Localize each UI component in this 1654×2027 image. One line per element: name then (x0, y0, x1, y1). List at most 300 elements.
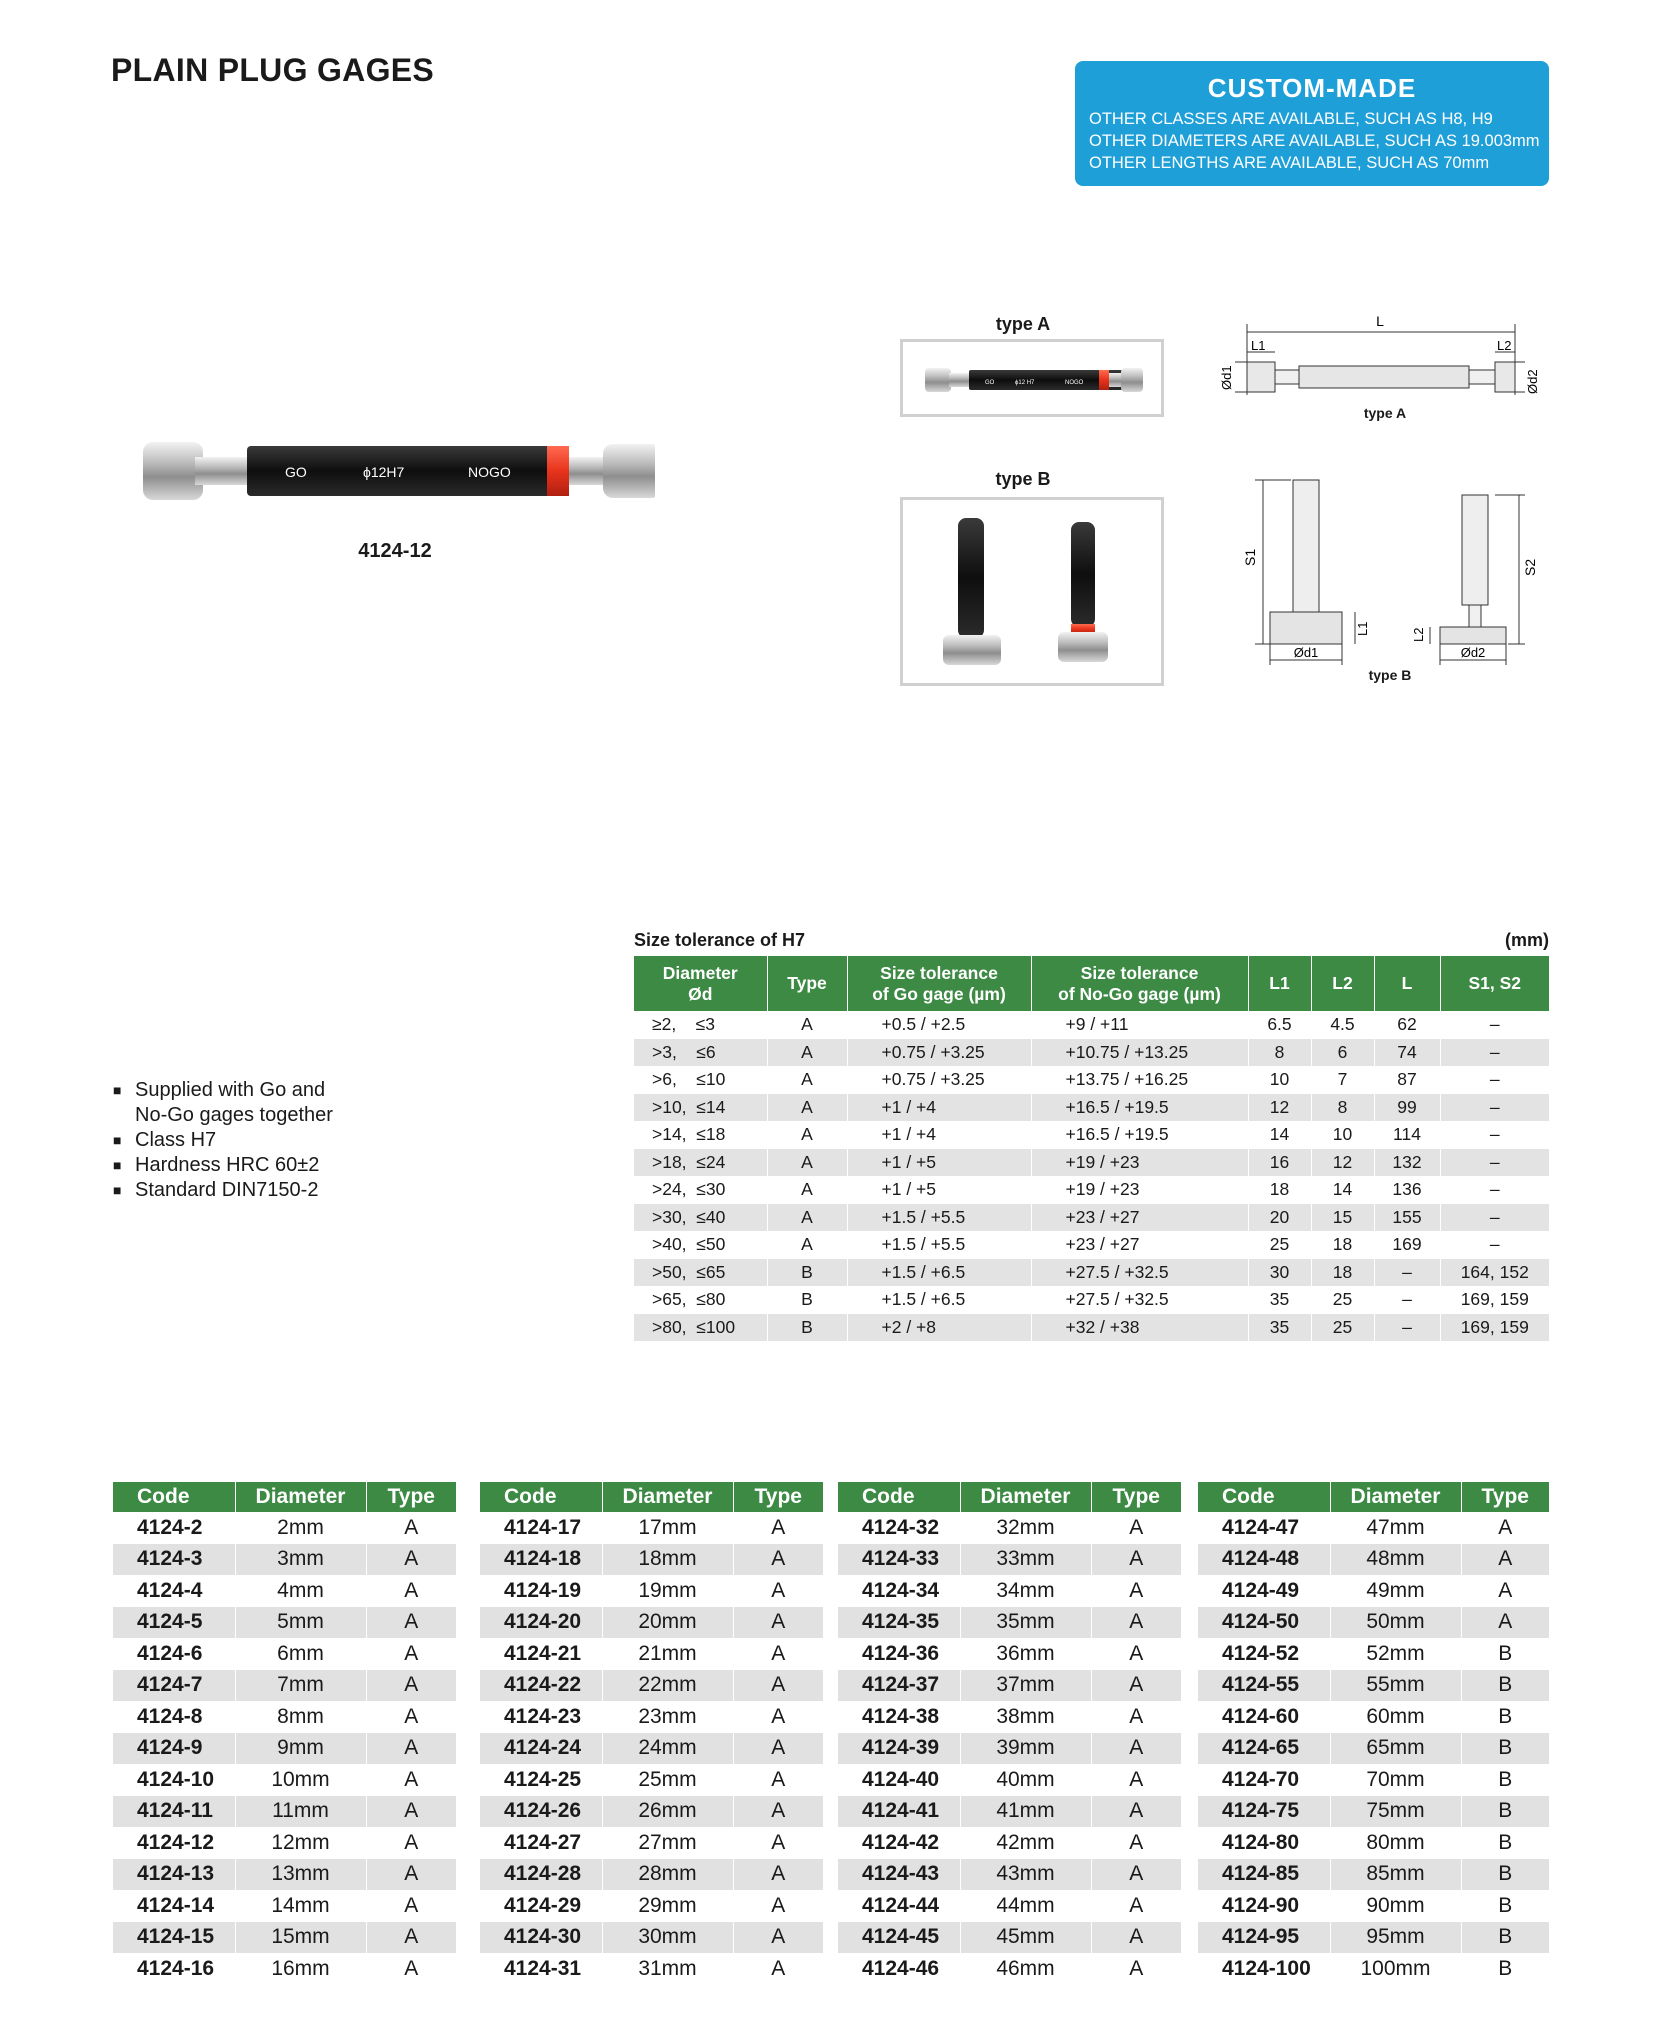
tolerance-row (634, 1204, 1549, 1232)
tolerance-cell: – (1440, 1176, 1549, 1204)
diameter-cell: 19mm (602, 1575, 733, 1607)
diameter-cell: 100mm (1330, 1953, 1461, 1985)
tolerance-cell: +2 / +8 (847, 1314, 1031, 1342)
product-code-label: 4124-12 (358, 540, 432, 562)
features-list (113, 1078, 333, 1203)
table-row (838, 1544, 1181, 1576)
code-cell: 4124-18 (480, 1544, 602, 1576)
type-cell: A (733, 1764, 823, 1796)
code-cell: 4124-36 (838, 1638, 960, 1670)
type-cell: A (366, 1827, 456, 1859)
table-row (480, 1764, 823, 1796)
tolerance-cell: 62 (1374, 1011, 1440, 1039)
product-image (135, 432, 655, 512)
code-cell: 4124-15 (113, 1922, 235, 1954)
type-cell: A (733, 1953, 823, 1985)
type-cell: A (1461, 1575, 1549, 1607)
diameter-cell: 44mm (960, 1890, 1091, 1922)
type-a-photo (900, 339, 1164, 417)
diameter-cell: 31mm (602, 1953, 733, 1985)
tolerance-cell: 8 (1248, 1039, 1311, 1067)
code-cell: 4124-46 (838, 1953, 960, 1985)
tolerance-cell: 20 (1248, 1204, 1311, 1232)
code-cell: 4124-10 (113, 1764, 235, 1796)
type-b-photo (900, 497, 1164, 686)
table-row (113, 1890, 456, 1922)
tolerance-cell: A (767, 1066, 847, 1094)
code-table-header-cell: Type (733, 1482, 823, 1512)
type-cell: A (733, 1670, 823, 1702)
table-row (113, 1607, 456, 1639)
type-cell: A (1091, 1890, 1181, 1922)
diameter-cell: 5mm (235, 1607, 366, 1639)
table-row (113, 1953, 456, 1985)
type-b-photo-label: type B (995, 469, 1051, 489)
tolerance-row (634, 1011, 1549, 1039)
code-cell: 4124-14 (113, 1890, 235, 1922)
tolerance-header-cell: L1 (1248, 956, 1311, 1011)
diameter-cell: 28mm (602, 1859, 733, 1891)
type-cell: A (366, 1953, 456, 1985)
feature-text: Standard DIN7150-2 (135, 1179, 319, 1201)
diameter-cell: 29mm (602, 1890, 733, 1922)
diameter-cell: 22mm (602, 1670, 733, 1702)
dim-label-d1-b: Ød1 (1293, 645, 1319, 660)
tolerance-cell: 10 (1248, 1066, 1311, 1094)
tolerance-cell: >10, ≤14 (634, 1094, 767, 1122)
tolerance-cell: +0.75 / +3.25 (847, 1039, 1031, 1067)
tolerance-cell: – (1440, 1011, 1549, 1039)
code-cell: 4124-52 (1198, 1638, 1330, 1670)
type-b-drawing-label: type B (1368, 667, 1412, 683)
code-cell: 4124-95 (1198, 1922, 1330, 1954)
code-cell: 4124-37 (838, 1670, 960, 1702)
code-cell: 4124-2 (113, 1512, 235, 1544)
diameter-cell: 6mm (235, 1638, 366, 1670)
diameter-cell: 8mm (235, 1701, 366, 1733)
diameter-cell: 2mm (235, 1512, 366, 1544)
table-row (838, 1890, 1181, 1922)
tolerance-cell: A (767, 1121, 847, 1149)
marking-size: ϕ12H7 (363, 464, 405, 480)
tolerance-table (634, 956, 1549, 1341)
tolerance-row (634, 1259, 1549, 1287)
type-cell: A (1091, 1670, 1181, 1702)
type-cell: B (1461, 1859, 1549, 1891)
table-row (1198, 1575, 1549, 1607)
tolerance-cell: +1 / +5 (847, 1149, 1031, 1177)
tolerance-cell: A (767, 1039, 847, 1067)
code-cell: 4124-50 (1198, 1607, 1330, 1639)
type-cell: A (1091, 1607, 1181, 1639)
table-row (480, 1827, 823, 1859)
code-cell: 4124-31 (480, 1953, 602, 1985)
dim-label-l2: L2 (1497, 338, 1512, 353)
tolerance-cell: B (767, 1286, 847, 1314)
table-row (838, 1670, 1181, 1702)
table-row (838, 1764, 1181, 1796)
feature-text: No-Go gages together (135, 1104, 333, 1126)
tolerance-cell: – (1374, 1259, 1440, 1287)
type-cell: A (1091, 1827, 1181, 1859)
tolerance-cell: 7 (1311, 1066, 1374, 1094)
tolerance-cell: 4.5 (1311, 1011, 1374, 1039)
tolerance-cell: >80, ≤100 (634, 1314, 767, 1342)
tolerance-cell: +27.5 / +32.5 (1031, 1259, 1248, 1287)
diameter-cell: 47mm (1330, 1512, 1461, 1544)
type-cell: A (733, 1922, 823, 1954)
tolerance-cell: A (767, 1231, 847, 1259)
diameter-cell: 95mm (1330, 1922, 1461, 1954)
code-cell: 4124-47 (1198, 1512, 1330, 1544)
feature-item (113, 1153, 333, 1178)
tolerance-cell: 25 (1311, 1314, 1374, 1342)
table-row (480, 1859, 823, 1891)
table-row (113, 1670, 456, 1702)
tolerance-header-cell: Size tolerance of No-Go gage (µm) (1031, 956, 1248, 1011)
code-cell: 4124-30 (480, 1922, 602, 1954)
type-cell: B (1461, 1701, 1549, 1733)
tolerance-row (634, 1121, 1549, 1149)
diameter-cell: 16mm (235, 1953, 366, 1985)
code-cell: 4124-20 (480, 1607, 602, 1639)
diameter-cell: 13mm (235, 1859, 366, 1891)
diameter-cell: 7mm (235, 1670, 366, 1702)
code-cell: 4124-8 (113, 1701, 235, 1733)
type-cell: A (1461, 1544, 1549, 1576)
code-table-4 (1198, 1482, 1549, 1985)
dim-label-s1: S1 (1242, 548, 1258, 566)
diameter-cell: 45mm (960, 1922, 1091, 1954)
type-cell: A (366, 1796, 456, 1828)
table-row (113, 1575, 456, 1607)
table-row (838, 1733, 1181, 1765)
tolerance-cell: +16.5 / +19.5 (1031, 1094, 1248, 1122)
code-cell: 4124-49 (1198, 1575, 1330, 1607)
tolerance-cell: 6 (1311, 1039, 1374, 1067)
diameter-cell: 10mm (235, 1764, 366, 1796)
table-row (113, 1733, 456, 1765)
diameter-cell: 21mm (602, 1638, 733, 1670)
diameter-cell: 30mm (602, 1922, 733, 1954)
feature-item (113, 1103, 333, 1128)
table-row (480, 1796, 823, 1828)
table-row (1198, 1638, 1549, 1670)
diameter-cell: 17mm (602, 1512, 733, 1544)
feature-item (113, 1078, 333, 1103)
tolerance-cell: – (1440, 1149, 1549, 1177)
diameter-cell: 52mm (1330, 1638, 1461, 1670)
dim-label-d2-b: Ød2 (1460, 645, 1486, 660)
code-table-header-cell: Type (1461, 1482, 1549, 1512)
diameter-cell: 60mm (1330, 1701, 1461, 1733)
diameter-cell: 25mm (602, 1764, 733, 1796)
diameter-cell: 35mm (960, 1607, 1091, 1639)
code-cell: 4124-90 (1198, 1890, 1330, 1922)
tolerance-cell: >65, ≤80 (634, 1286, 767, 1314)
type-a-photo-label: type A (995, 314, 1051, 334)
tolerance-cell: >30, ≤40 (634, 1204, 767, 1232)
type-cell: A (1091, 1512, 1181, 1544)
type-cell: B (1461, 1827, 1549, 1859)
go-end (143, 442, 203, 500)
table-row (838, 1701, 1181, 1733)
tolerance-cell: 74 (1374, 1039, 1440, 1067)
tolerance-row (634, 1094, 1549, 1122)
diameter-cell: 23mm (602, 1701, 733, 1733)
dim-label-l: L (1376, 313, 1384, 329)
type-cell: A (1091, 1922, 1181, 1954)
table-row (1198, 1733, 1549, 1765)
code-cell: 4124-7 (113, 1670, 235, 1702)
tolerance-cell: >40, ≤50 (634, 1231, 767, 1259)
tolerance-cell: >3, ≤6 (634, 1039, 767, 1067)
table-row (1198, 1827, 1549, 1859)
code-cell: 4124-17 (480, 1512, 602, 1544)
tolerance-cell: 87 (1374, 1066, 1440, 1094)
table-row (1198, 1796, 1549, 1828)
table-row (838, 1796, 1181, 1828)
page-title: PLAIN PLUG GAGES (111, 52, 435, 88)
code-cell: 4124-38 (838, 1701, 960, 1733)
code-cell: 4124-42 (838, 1827, 960, 1859)
type-cell: A (733, 1544, 823, 1576)
code-table-header-cell: Code (480, 1482, 602, 1512)
diameter-cell: 3mm (235, 1544, 366, 1576)
tolerance-row (634, 1314, 1549, 1342)
diameter-cell: 33mm (960, 1544, 1091, 1576)
tolerance-cell: +23 / +27 (1031, 1204, 1248, 1232)
code-table-3 (838, 1482, 1181, 1985)
custom-made-line: OTHER LENGTHS ARE AVAILABLE, SUCH AS 70mm (1089, 154, 1490, 172)
marking-go: GO (285, 464, 307, 480)
code-cell: 4124-24 (480, 1733, 602, 1765)
table-row (113, 1701, 456, 1733)
tolerance-cell: 14 (1248, 1121, 1311, 1149)
table-row (838, 1512, 1181, 1544)
diameter-cell: 37mm (960, 1670, 1091, 1702)
code-cell: 4124-16 (113, 1953, 235, 1985)
tolerance-cell: – (1440, 1204, 1549, 1232)
code-cell: 4124-100 (1198, 1953, 1330, 1985)
table-row (838, 1827, 1181, 1859)
table-row (480, 1922, 823, 1954)
tolerance-cell: >6, ≤10 (634, 1066, 767, 1094)
table-row (1198, 1922, 1549, 1954)
type-cell: B (1461, 1953, 1549, 1985)
tolerance-cell: – (1374, 1286, 1440, 1314)
bullet-icon: ■ (113, 1082, 122, 1098)
table-row (838, 1859, 1181, 1891)
table-row (838, 1575, 1181, 1607)
diameter-cell: 41mm (960, 1796, 1091, 1828)
tolerance-header-cell: L (1374, 956, 1440, 1011)
tolerance-cell: 8 (1311, 1094, 1374, 1122)
feature-item (113, 1128, 333, 1153)
table-row (1198, 1890, 1549, 1922)
type-cell: A (366, 1544, 456, 1576)
tolerance-cell: +9 / +11 (1031, 1011, 1248, 1039)
table-row (480, 1733, 823, 1765)
tolerance-cell: 132 (1374, 1149, 1440, 1177)
tolerance-cell: 15 (1311, 1204, 1374, 1232)
tolerance-cell: 10 (1311, 1121, 1374, 1149)
table-row (480, 1575, 823, 1607)
type-cell: A (733, 1638, 823, 1670)
table-row (1198, 1607, 1549, 1639)
type-cell: A (366, 1512, 456, 1544)
tolerance-cell: +1.5 / +6.5 (847, 1286, 1031, 1314)
code-cell: 4124-21 (480, 1638, 602, 1670)
tolerance-row (634, 1066, 1549, 1094)
tolerance-caption: Size tolerance of H7 (634, 930, 806, 950)
nogo-end (603, 444, 655, 498)
code-cell: 4124-60 (1198, 1701, 1330, 1733)
type-cell: A (733, 1512, 823, 1544)
diameter-cell: 14mm (235, 1890, 366, 1922)
table-row (1198, 1859, 1549, 1891)
diameter-cell: 43mm (960, 1859, 1091, 1891)
table-row (1198, 1670, 1549, 1702)
code-cell: 4124-43 (838, 1859, 960, 1891)
code-cell: 4124-23 (480, 1701, 602, 1733)
code-cell: 4124-9 (113, 1733, 235, 1765)
table-row (838, 1607, 1181, 1639)
type-cell: A (733, 1575, 823, 1607)
table-row (480, 1607, 823, 1639)
tolerance-cell: +32 / +38 (1031, 1314, 1248, 1342)
tolerance-cell: 169, 159 (1440, 1286, 1549, 1314)
diameter-cell: 26mm (602, 1796, 733, 1828)
code-cell: 4124-3 (113, 1544, 235, 1576)
code-cell: 4124-6 (113, 1638, 235, 1670)
mini-marking-go: GO (985, 380, 995, 386)
code-cell: 4124-44 (838, 1890, 960, 1922)
type-cell: A (733, 1859, 823, 1891)
dim-label-l1-b: L1 (1355, 621, 1370, 636)
tolerance-cell: – (1440, 1231, 1549, 1259)
table-row (1198, 1701, 1549, 1733)
table-row (1198, 1953, 1549, 1985)
tolerance-cell: 14 (1311, 1176, 1374, 1204)
code-cell: 4124-4 (113, 1575, 235, 1607)
diameter-cell: 24mm (602, 1733, 733, 1765)
code-cell: 4124-48 (1198, 1544, 1330, 1576)
table-row (838, 1638, 1181, 1670)
tolerance-cell: +1.5 / +5.5 (847, 1204, 1031, 1232)
code-table-1 (113, 1482, 456, 1985)
tolerance-cell: >14, ≤18 (634, 1121, 767, 1149)
table-row (480, 1638, 823, 1670)
code-cell: 4124-27 (480, 1827, 602, 1859)
tolerance-cell: 18 (1248, 1176, 1311, 1204)
tolerance-cell: 16 (1248, 1149, 1311, 1177)
table-row (113, 1827, 456, 1859)
diameter-cell: 4mm (235, 1575, 366, 1607)
type-cell: A (1091, 1575, 1181, 1607)
diameter-cell: 9mm (235, 1733, 366, 1765)
tolerance-cell: A (767, 1149, 847, 1177)
dim-label-d2: Ød2 (1525, 369, 1540, 394)
code-cell: 4124-65 (1198, 1733, 1330, 1765)
tolerance-cell: +1 / +5 (847, 1176, 1031, 1204)
dim-label-l2-b: L2 (1411, 627, 1426, 642)
diameter-cell: 70mm (1330, 1764, 1461, 1796)
table-row (113, 1796, 456, 1828)
diameter-cell: 65mm (1330, 1733, 1461, 1765)
tolerance-cell: 18 (1311, 1231, 1374, 1259)
code-cell: 4124-55 (1198, 1670, 1330, 1702)
diameter-cell: 20mm (602, 1607, 733, 1639)
diameter-cell: 85mm (1330, 1859, 1461, 1891)
diameter-cell: 80mm (1330, 1827, 1461, 1859)
tolerance-cell: +0.75 / +3.25 (847, 1066, 1031, 1094)
table-row (480, 1512, 823, 1544)
diameter-cell: 55mm (1330, 1670, 1461, 1702)
tolerance-cell: +19 / +23 (1031, 1149, 1248, 1177)
bullet-icon (113, 1103, 135, 1128)
type-cell: B (1461, 1733, 1549, 1765)
table-row (480, 1670, 823, 1702)
tolerance-row (634, 1231, 1549, 1259)
tolerance-cell: 25 (1248, 1231, 1311, 1259)
code-cell: 4124-34 (838, 1575, 960, 1607)
type-cell: A (366, 1638, 456, 1670)
tolerance-cell: A (767, 1204, 847, 1232)
code-cell: 4124-28 (480, 1859, 602, 1891)
type-cell: A (1091, 1733, 1181, 1765)
code-table-2 (480, 1482, 823, 1985)
code-cell: 4124-29 (480, 1890, 602, 1922)
code-cell: 4124-75 (1198, 1796, 1330, 1828)
code-cell: 4124-85 (1198, 1859, 1330, 1891)
type-cell: A (733, 1607, 823, 1639)
type-cell: A (733, 1733, 823, 1765)
tolerance-row (634, 1039, 1549, 1067)
tolerance-cell: 12 (1248, 1094, 1311, 1122)
tolerance-cell: 25 (1311, 1286, 1374, 1314)
code-table-header-cell: Diameter (1330, 1482, 1461, 1512)
diameter-cell: 49mm (1330, 1575, 1461, 1607)
diameter-cell: 39mm (960, 1733, 1091, 1765)
diameter-cell: 40mm (960, 1764, 1091, 1796)
tolerance-cell: >18, ≤24 (634, 1149, 767, 1177)
table-row (838, 1922, 1181, 1954)
tolerance-unit: (mm) (1505, 930, 1549, 950)
code-table-header-cell: Diameter (235, 1482, 366, 1512)
tolerance-cell: +1.5 / +6.5 (847, 1259, 1031, 1287)
table-row (1198, 1544, 1549, 1576)
code-cell: 4124-22 (480, 1670, 602, 1702)
type-cell: B (1461, 1922, 1549, 1954)
dim-label-s2: S2 (1522, 558, 1538, 576)
tolerance-cell: 6.5 (1248, 1011, 1311, 1039)
code-table-header-cell: Code (1198, 1482, 1330, 1512)
type-cell: A (733, 1701, 823, 1733)
type-cell: A (733, 1890, 823, 1922)
type-cell: A (1091, 1544, 1181, 1576)
table-row (1198, 1512, 1549, 1544)
type-cell: A (366, 1733, 456, 1765)
tolerance-cell: A (767, 1094, 847, 1122)
marking-nogo: NOGO (468, 464, 511, 480)
type-cell: A (366, 1764, 456, 1796)
code-cell: 4124-25 (480, 1764, 602, 1796)
tolerance-cell: – (1440, 1066, 1549, 1094)
diameter-cell: 18mm (602, 1544, 733, 1576)
type-a-drawing-label: type A (1363, 405, 1407, 421)
mini-marking-size: ϕ12 H7 (1015, 380, 1035, 386)
